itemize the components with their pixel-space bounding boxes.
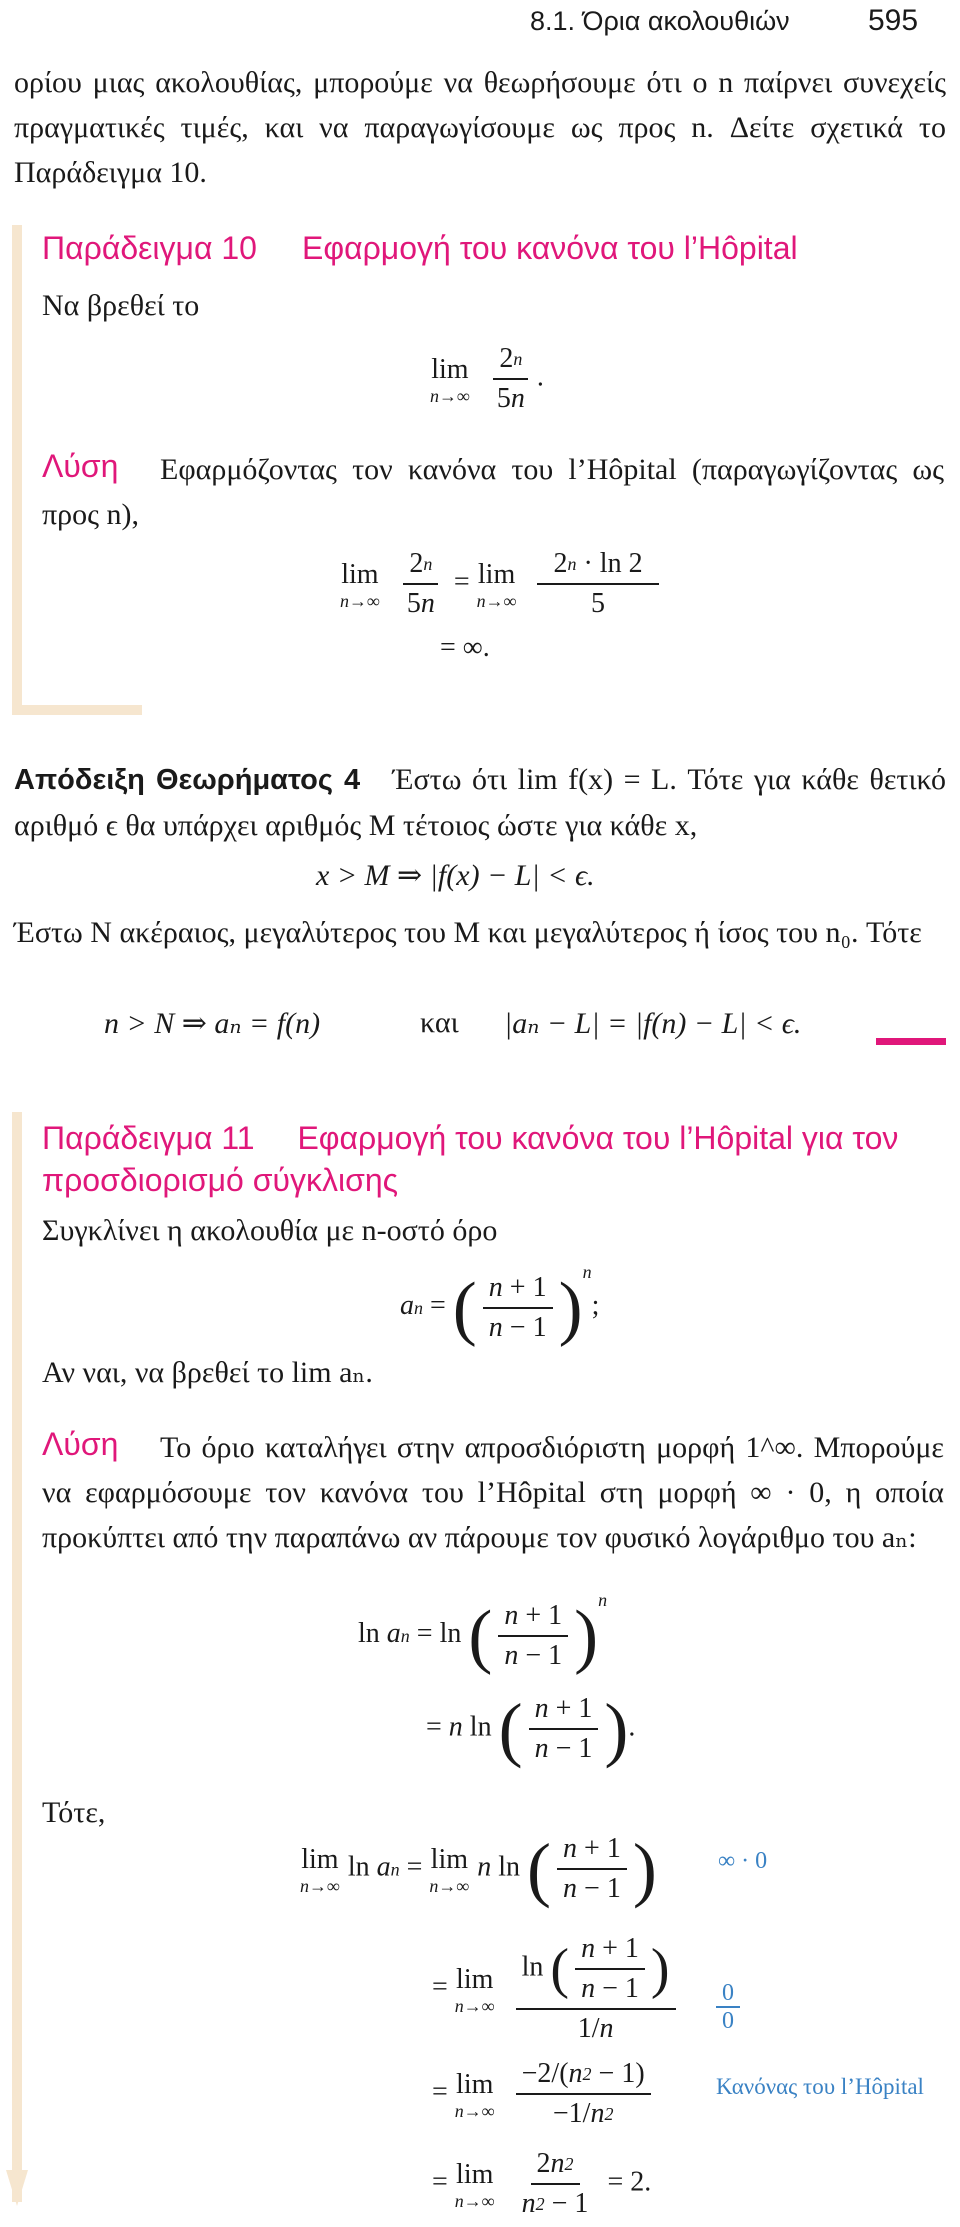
example-10-solution-formula-1: lim n→∞ $\frac{2^n}{5n}$ = lim n→∞ $\frac{2^n \cdot \ln 2}{5}$ xyxy=(340,545,665,623)
annotation-zero-num: 0 xyxy=(716,1980,740,2008)
bracket-arrow xyxy=(6,2170,28,2206)
proof-label: Απόδειξη Θεωρήματος 4 xyxy=(14,764,361,796)
example-11-solution-label: Λύση xyxy=(42,1426,119,1462)
end-of-proof-mark xyxy=(876,1038,946,1045)
proof-text-1: Έστω ότι lim f(x) = L. Τότε για κάθε θετικό αριθμό ϵ θα υπάρχει αριθμός M τέτοιος ώστε για κάθε x, xyxy=(14,763,946,842)
example-10-solution-text: Εφαρμόζοντας τον κανόνα του l’Hôpital (παραγωγίζοντας ως προς n), xyxy=(42,453,944,531)
annotation-inf-times-zero: ∞ · 0 xyxy=(718,1848,768,1874)
example-10-label: Παράδειγμα 10 xyxy=(42,230,257,266)
example-11-bracket xyxy=(12,1112,22,2202)
annotation-zero-over-zero xyxy=(716,1980,740,2034)
example-11-solution-text: Το όριο καταλήγει στην απροσδιόριστη μορφή 1^∞. Μπορούμε να εφαρμόσουμε τον κανόνα του l’Hôpital στη μορφή ∞ · 0, η οποία προκύπτει από την παραπάνω αν πάρουμε τον φυσικό λογάριθμο του aₙ: xyxy=(42,1431,944,1554)
proof-formula-2c: |aₙ − L| = |f(n) − L| < ϵ. xyxy=(504,1007,802,1040)
example-11-title: Εφαρμογή του κανόνα του l’Hôpital για τον προσδιορισμό σύγκλισης xyxy=(42,1120,899,1198)
annotation-lhopital-rule: Κανόνας του l’Hôpital xyxy=(716,2074,924,2099)
limit-step-3: = lim n→∞ $\frac{-2/(n^2 - 1)}{-1/n^2}$ xyxy=(432,2055,657,2133)
example-10-title: Εφαρμογή του κανόνα του l’Hôpital xyxy=(302,230,798,266)
limit-step-1: lim n→∞ ln an = lim n→∞ n ln ( $\frac{n + 1}{n - 1}$ ) xyxy=(300,1829,657,1909)
limit-step-2: = lim n→∞ ln ( $\frac{n + 1}{n - 1}$ ) 1/n xyxy=(432,1930,682,2048)
example-10-formula: lim n→∞ $\frac{2^n}{5n}$ . xyxy=(430,340,544,418)
proof-formula-1: x > M ⇒ |f(x) − L| < ϵ. xyxy=(316,859,595,892)
example-10-solution-label: Λύση xyxy=(42,448,119,484)
proof-paragraph-2: Έστω N ακέραιος, μεγαλύτερος του M και μεγαλύτερος ή ίσος του n₀. Τότε xyxy=(14,916,922,949)
example-10-problem: Να βρεθεί το xyxy=(42,289,200,322)
example-bracket-foot xyxy=(12,705,142,715)
intro-paragraph: ορίου μιας ακολουθίας, μπορούμε να θεωρήσουμε ότι ο n παίρνει συνεχείς πραγματικές τιμές, και να παραγωγίσουμε ως προς n. Δείτε σχετικά το Παράδειγμα 10. xyxy=(14,66,946,189)
log-formula-1: ln an = ln ( $\frac{n + 1}{n - 1}$ )$^n$ xyxy=(358,1590,608,1676)
page-number: 595 xyxy=(868,4,919,37)
example-11-sequence: an = ( $\frac{n + 1}{n - 1}$ )$^n$; xyxy=(400,1262,600,1348)
limit-step-4: = lim n→∞ $\frac{2n^2}{n^2 - 1}$ = 2. xyxy=(432,2145,651,2223)
proof-formula-2a: n > N ⇒ aₙ = f(n) xyxy=(104,1007,321,1040)
example-11-problem: Συγκλίνει η ακολουθία με n-οστό όρο xyxy=(42,1214,498,1247)
proof-paragraph-1 xyxy=(14,757,946,848)
example-bracket xyxy=(12,225,22,715)
proof-formula-2b: και xyxy=(420,1006,459,1039)
log-formula-2: = n ln ( $\frac{n + 1}{n - 1}$ ). xyxy=(426,1689,636,1769)
annotation-zero-den: 0 xyxy=(722,2008,734,2034)
running-header: 8.1. Όρια ακολουθιών xyxy=(530,6,790,36)
example-11-question: Αν ναι, να βρεθεί το lim aₙ. xyxy=(42,1356,373,1389)
example-10-solution-formula-2: = ∞. xyxy=(440,632,490,663)
then-text: Τότε, xyxy=(42,1796,106,1829)
example-11-header xyxy=(42,1117,922,1201)
example-11-label: Παράδειγμα 11 xyxy=(42,1120,255,1156)
